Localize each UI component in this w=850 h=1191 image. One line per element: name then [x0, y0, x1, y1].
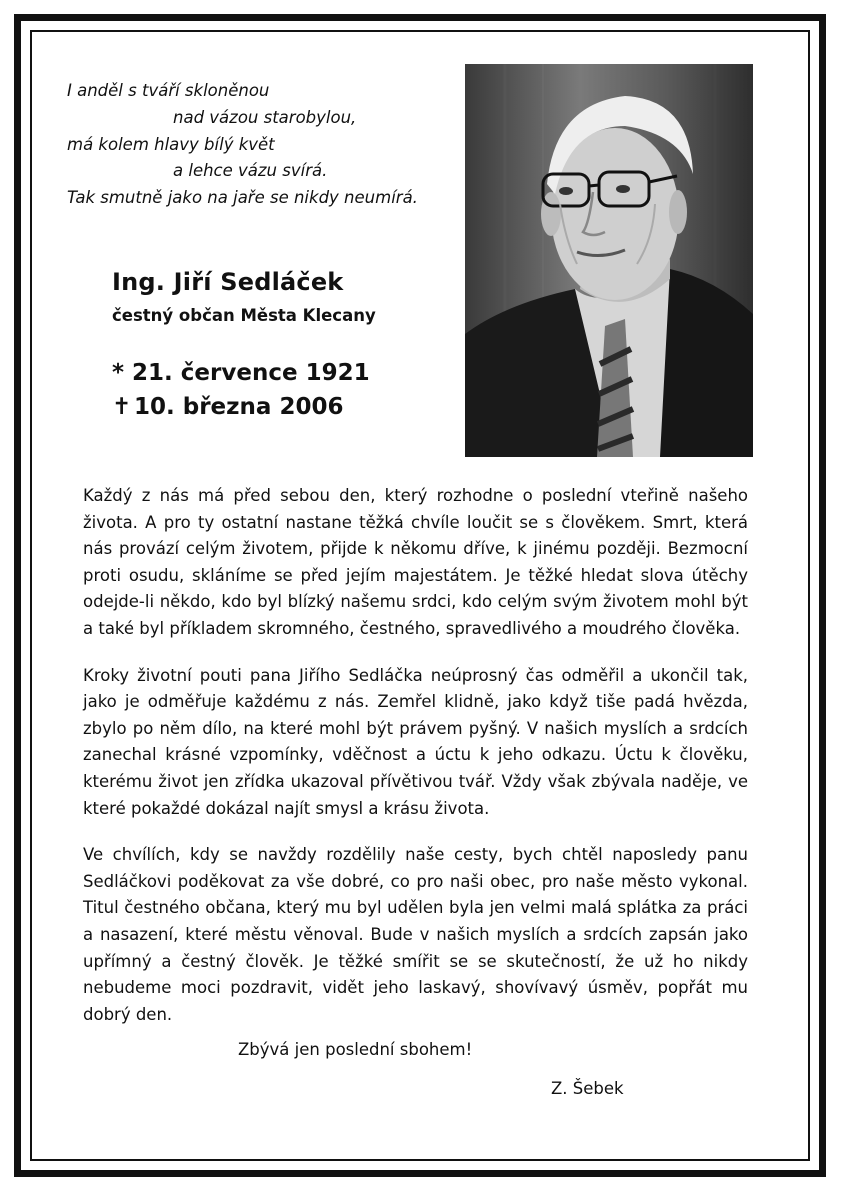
paragraph-1: Každý z nás má před sebou den, který rozhodne o poslední vteřině našeho života. A pro ty ostatní nastane těžká chvíle loučit se s člověkem. Smrt, která nás provází celým životem, přijde k někomu dříve, k jinému později. Bezmocní proti osudu, skláníme se před jejím majestátem. Je těžké hledat slova útěchy odejde-li někdo, kdo byl blízký našemu srdci, kdo celým svým životem mohl být a také byl příkladem skromného, čestného, spravedlivého a moudrého člověka.: [83, 486, 748, 638]
poem-line-5: Tak smutně jako na jaře se nikdy neumírá.: [67, 188, 418, 208]
farewell-line: Zbývá jen poslední sbohem!: [238, 1040, 473, 1059]
poem-line-1: I anděl s tváří skloněnou: [67, 81, 270, 100]
portrait-photo-icon: [465, 64, 753, 457]
death-line: [112, 390, 370, 424]
poem-line-4: a lehce vázu svírá.: [173, 161, 328, 181]
poem-line-2: nad vázou starobylou,: [173, 107, 357, 127]
name-block: [112, 268, 376, 325]
cross-icon: ✝: [112, 394, 132, 420]
dates: [112, 356, 370, 424]
poem: [67, 78, 457, 212]
birth-date: * 21. července 1921: [112, 360, 370, 386]
death-date: 10. března 2006: [134, 394, 344, 420]
memorial-text: [83, 483, 748, 1048]
person-title: čestný občan Města Klecany: [112, 306, 376, 325]
paragraph-3: Ve chvílích, kdy se navždy rozdělily naše cesty, bych chtěl naposledy panu Sedláčkovi poděkovat za vše dobré, co pro naši obec, pro naše město vykonal. Titul čestného občana, který mu byl udělen byla jen velmi malá splátka za práci a nasazení, které městu věnoval. Bude v našich myslích a srdcích zapsán jako upřímný a čestný člověk. Je těžké smířit se se skutečností, že už ho nikdy nebudeme moci pozdravit, vidět jeho laskavý, shovívavý úsměv, popřát mu dobrý den.: [83, 845, 748, 1024]
portrait-photo: [465, 64, 753, 457]
poem-line-3: má kolem hlavy bílý květ: [67, 134, 275, 154]
person-name: Ing. Jiří Sedláček: [112, 268, 344, 296]
paragraph-2: Kroky životní pouti pana Jiřího Sedláčka neúprosný čas odměřil a ukončil tak, jako je odměřuje každému z nás. Zemřel klidně, jako když tiše padá hvězda, zbylo po něm dílo, na které mohl být právem pyšný. V našich myslích a srdcích zanechal krásné vzpomínky, vděčnost a úctu k jeho odkazu. Úctu k člověku, kterému život jen zřídka ukazoval přívětivou tvář. Vždy však zbývala naděje, ve které pokaždé dokázal najít smysl a krásu života.: [83, 665, 748, 818]
signature: Z. Šebek: [551, 1079, 624, 1098]
